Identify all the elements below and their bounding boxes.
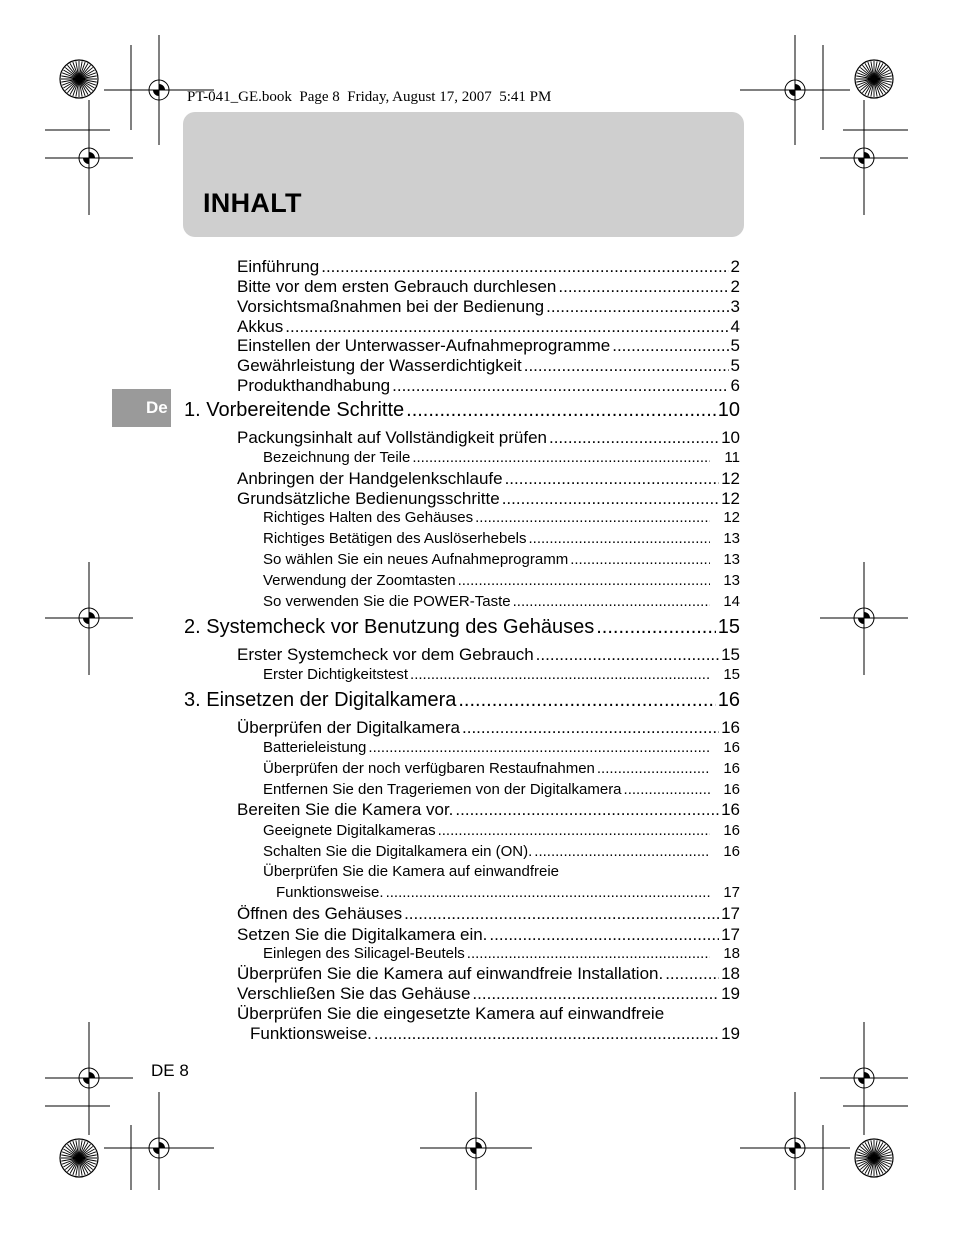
toc-entry-page: 15	[723, 666, 740, 683]
language-tab-label: De	[146, 398, 168, 417]
dot-leader	[455, 800, 719, 820]
toc-entry-page: 16	[721, 718, 740, 737]
toc-entry-page: 6	[730, 376, 740, 395]
dot-leader	[558, 277, 728, 297]
toc-entry[interactable]	[237, 489, 740, 509]
registration-fill	[858, 152, 870, 164]
toc-entry-page: 16	[723, 760, 740, 777]
toc-entry[interactable]	[237, 376, 740, 396]
registration-fill	[858, 1072, 870, 1084]
dot-leader	[612, 336, 728, 356]
toc-entry[interactable]	[237, 645, 740, 665]
dot-leader	[467, 945, 710, 962]
toc-entry-page: 5	[730, 336, 740, 355]
toc-entry-label: Produkthandhabung	[237, 376, 391, 395]
toc-chapter-3[interactable]	[184, 689, 740, 712]
toc-entry[interactable]	[237, 336, 740, 356]
toc-entry-label: Entfernen Sie den Trageriemen von der Digitalkamera	[263, 781, 622, 798]
toc-entry-page: 10	[721, 428, 740, 447]
toc-entry-page: 4	[730, 317, 740, 336]
toc-entry-label: Verschließen Sie das Gehäuse	[237, 984, 471, 1003]
registration-fill	[83, 152, 95, 164]
dot-leader	[392, 376, 728, 396]
toc-entry-page: 19	[721, 984, 740, 1003]
registration-fill	[789, 1142, 801, 1154]
dot-leader	[665, 964, 719, 984]
toc-entry-label: Überprüfen der noch verfügbaren Restaufnahmen	[263, 760, 595, 777]
registration-fill	[470, 1142, 482, 1154]
toc-entry[interactable]	[237, 277, 740, 297]
starburst-center	[871, 76, 877, 82]
toc-entry-label: Packungsinhalt auf Vollständigkeit prüfen	[237, 428, 547, 447]
starburst-center	[871, 1155, 877, 1161]
toc-chapter-2[interactable]	[184, 616, 740, 639]
dot-leader	[505, 469, 720, 489]
dot-leader	[321, 257, 728, 277]
dot-leader	[513, 593, 710, 610]
toc-entry-page: 11	[724, 449, 740, 466]
toc-entry-page: 12	[723, 509, 740, 526]
toc-entry-page: 15	[721, 645, 740, 664]
toc-entry-page: 16	[717, 689, 740, 711]
dot-leader	[534, 843, 710, 860]
toc-subentry[interactable]	[263, 739, 740, 756]
toc-entry-page: 16	[721, 800, 740, 819]
toc-entry-label: So verwenden Sie die POWER-Taste	[263, 593, 511, 610]
toc-entry-page: 14	[723, 593, 740, 610]
dot-leader	[368, 739, 710, 756]
toc-entry-label: 3. Einsetzen der Digitalkamera	[184, 689, 457, 711]
dot-leader	[549, 428, 719, 448]
toc-entry[interactable]	[237, 257, 740, 277]
toc-entry-page: 16	[723, 822, 740, 839]
toc-entry-label: Erster Systemcheck vor dem Gebrauch	[237, 645, 534, 664]
starburst-center	[76, 76, 82, 82]
dot-leader	[412, 449, 710, 466]
toc-entry-page: 12	[721, 469, 740, 488]
dot-leader	[529, 530, 711, 547]
dot-leader	[546, 297, 728, 317]
toc-entry-label: Funktionsweise.	[250, 1024, 372, 1043]
toc-entry-label: Überprüfen Sie die Kamera auf einwandfreie Installation.	[237, 964, 664, 983]
toc-entry[interactable]	[237, 428, 740, 448]
toc-subentry[interactable]	[263, 945, 740, 962]
toc-entry-label: Setzen Sie die Digitalkamera ein.	[237, 925, 488, 944]
toc-entry-label: 1. Vorbereitende Schritte	[184, 399, 405, 421]
toc-entry-page: 13	[723, 572, 740, 589]
toc-chapter-1[interactable]	[184, 399, 740, 422]
page-title: INHALT	[203, 188, 302, 218]
toc-entry-page: 3	[730, 297, 740, 316]
toc-entry-label: Einführung	[237, 257, 320, 276]
dot-leader	[462, 718, 719, 738]
registration-fill	[153, 84, 165, 96]
toc-entry[interactable]	[237, 469, 740, 489]
title-banner	[183, 112, 744, 237]
dot-leader	[386, 884, 710, 901]
dot-leader	[285, 317, 728, 337]
toc-entry-page: 10	[717, 399, 740, 421]
toc-entry[interactable]	[237, 356, 740, 376]
toc-subentry-line2[interactable]	[276, 884, 740, 901]
toc-subentry[interactable]	[263, 572, 740, 589]
toc-entry-label: Richtiges Betätigen des Auslöserhebels	[263, 530, 527, 547]
toc-entry-label: Richtiges Halten des Gehäuses	[263, 509, 474, 526]
toc-entry-label: Schalten Sie die Digitalkamera ein (ON).	[263, 843, 533, 860]
toc-entry[interactable]	[237, 718, 740, 738]
dot-leader	[536, 645, 719, 665]
toc-entry-label: Verwendung der Zoomtasten	[263, 572, 456, 589]
toc-subentry[interactable]	[263, 530, 740, 547]
toc-subentry[interactable]	[263, 593, 740, 610]
toc-entry-page: 18	[721, 964, 740, 983]
toc-entry-label: Überprüfen der Digitalkamera	[237, 718, 460, 737]
toc-entry-page: 2	[730, 257, 740, 276]
toc-entry-page: 5	[730, 356, 740, 375]
toc-subentry[interactable]	[263, 666, 740, 683]
registration-fill	[83, 612, 95, 624]
registration-fill	[153, 1142, 165, 1154]
dot-leader	[472, 984, 719, 1004]
toc-subentry[interactable]	[263, 822, 740, 839]
toc-entry-label: Bitte vor dem ersten Gebrauch durchlesen	[237, 277, 557, 296]
starburst-center	[76, 1155, 82, 1161]
toc-entry[interactable]	[237, 984, 740, 1004]
dot-leader	[489, 925, 719, 945]
dot-leader	[404, 904, 719, 924]
toc-entry-label: Erster Dichtigkeitstest	[263, 666, 409, 683]
toc-entry-label: Grundsätzliche Bedienungsschritte	[237, 489, 500, 508]
toc-entry-line2[interactable]	[250, 1024, 740, 1044]
file-header: PT-041_GE.book Page 8 Friday, August 17, 2007 5:41 PM	[187, 89, 552, 105]
registration-fill	[83, 1072, 95, 1084]
dot-leader	[596, 616, 716, 639]
toc-entry-label: Akkus	[237, 317, 284, 336]
toc-entry-page: 17	[721, 904, 740, 923]
toc-entry-label: Bezeichnung der Teile	[263, 449, 411, 466]
dot-leader	[374, 1024, 719, 1044]
toc-entry-page: 16	[723, 739, 740, 756]
toc-subentry[interactable]	[263, 449, 740, 466]
toc-entry-label: Bereiten Sie die Kamera vor.	[237, 800, 454, 819]
toc-entry-page: 17	[721, 925, 740, 944]
dot-leader	[406, 399, 716, 422]
toc-entry-line1[interactable]: Überprüfen Sie die eingesetzte Kamera auf einwandfreie	[237, 1004, 665, 1023]
page-footer: DE 8	[151, 1061, 189, 1080]
toc-entry-page: 2	[730, 277, 740, 296]
toc-subentry[interactable]	[263, 551, 740, 568]
dot-leader	[597, 760, 710, 777]
toc-entry-page: 13	[723, 551, 740, 568]
dot-leader	[524, 356, 729, 376]
toc-entry-label: Gewährleistung der Wasserdichtigkeit	[237, 356, 522, 375]
toc-entry[interactable]	[237, 317, 740, 337]
toc-subentry[interactable]	[263, 760, 740, 777]
toc-subentry-line1[interactable]: Überprüfen Sie die Kamera auf einwandfreie	[263, 863, 560, 880]
dot-leader	[475, 509, 710, 526]
dot-leader	[458, 689, 715, 712]
toc-entry[interactable]	[237, 904, 740, 924]
toc-entry-page: 16	[723, 843, 740, 860]
dot-leader	[410, 666, 710, 683]
toc-entry-page: 13	[723, 530, 740, 547]
toc-entry-label: Einstellen der Unterwasser-Aufnahmeprogramme	[237, 336, 611, 355]
toc-entry-page: 18	[723, 945, 740, 962]
dot-leader	[502, 489, 719, 509]
toc-subentry[interactable]	[263, 781, 740, 798]
toc-entry-label: So wählen Sie ein neues Aufnahmeprogramm	[263, 551, 569, 568]
toc-entry-label: Geeignete Digitalkameras	[263, 822, 436, 839]
toc-entry-label: Öffnen des Gehäuses	[237, 904, 403, 923]
toc-entry[interactable]	[237, 925, 740, 945]
registration-fill	[858, 612, 870, 624]
toc-entry-page: 19	[721, 1024, 740, 1043]
language-tab	[112, 389, 171, 427]
toc-entry-page: 15	[717, 616, 740, 638]
toc-entry-page: 17	[723, 884, 740, 901]
toc-entry-label: Batterieleistung	[263, 739, 367, 756]
toc-entry-label: Funktionsweise.	[276, 884, 384, 901]
dot-leader	[438, 822, 710, 839]
dot-leader	[570, 551, 710, 568]
toc-entry-label: Einlegen des Silicagel-Beutels	[263, 945, 465, 962]
toc-entry[interactable]	[237, 297, 740, 317]
toc-subentry[interactable]	[263, 843, 740, 860]
toc-entry-page: 12	[721, 489, 740, 508]
toc-entry-label: Anbringen der Handgelenkschlaufe	[237, 469, 503, 488]
toc-entry[interactable]	[237, 800, 740, 820]
toc-entry-label: 2. Systemcheck vor Benutzung des Gehäuses	[184, 616, 595, 638]
toc-subentry[interactable]	[263, 509, 740, 526]
toc-entry[interactable]	[237, 964, 740, 984]
toc-entry-label: Vorsichtsmaßnahmen bei der Bedienung	[237, 297, 545, 316]
toc-entry-page: 16	[723, 781, 740, 798]
registration-fill	[789, 84, 801, 96]
dot-leader	[624, 781, 710, 798]
dot-leader	[458, 572, 710, 589]
